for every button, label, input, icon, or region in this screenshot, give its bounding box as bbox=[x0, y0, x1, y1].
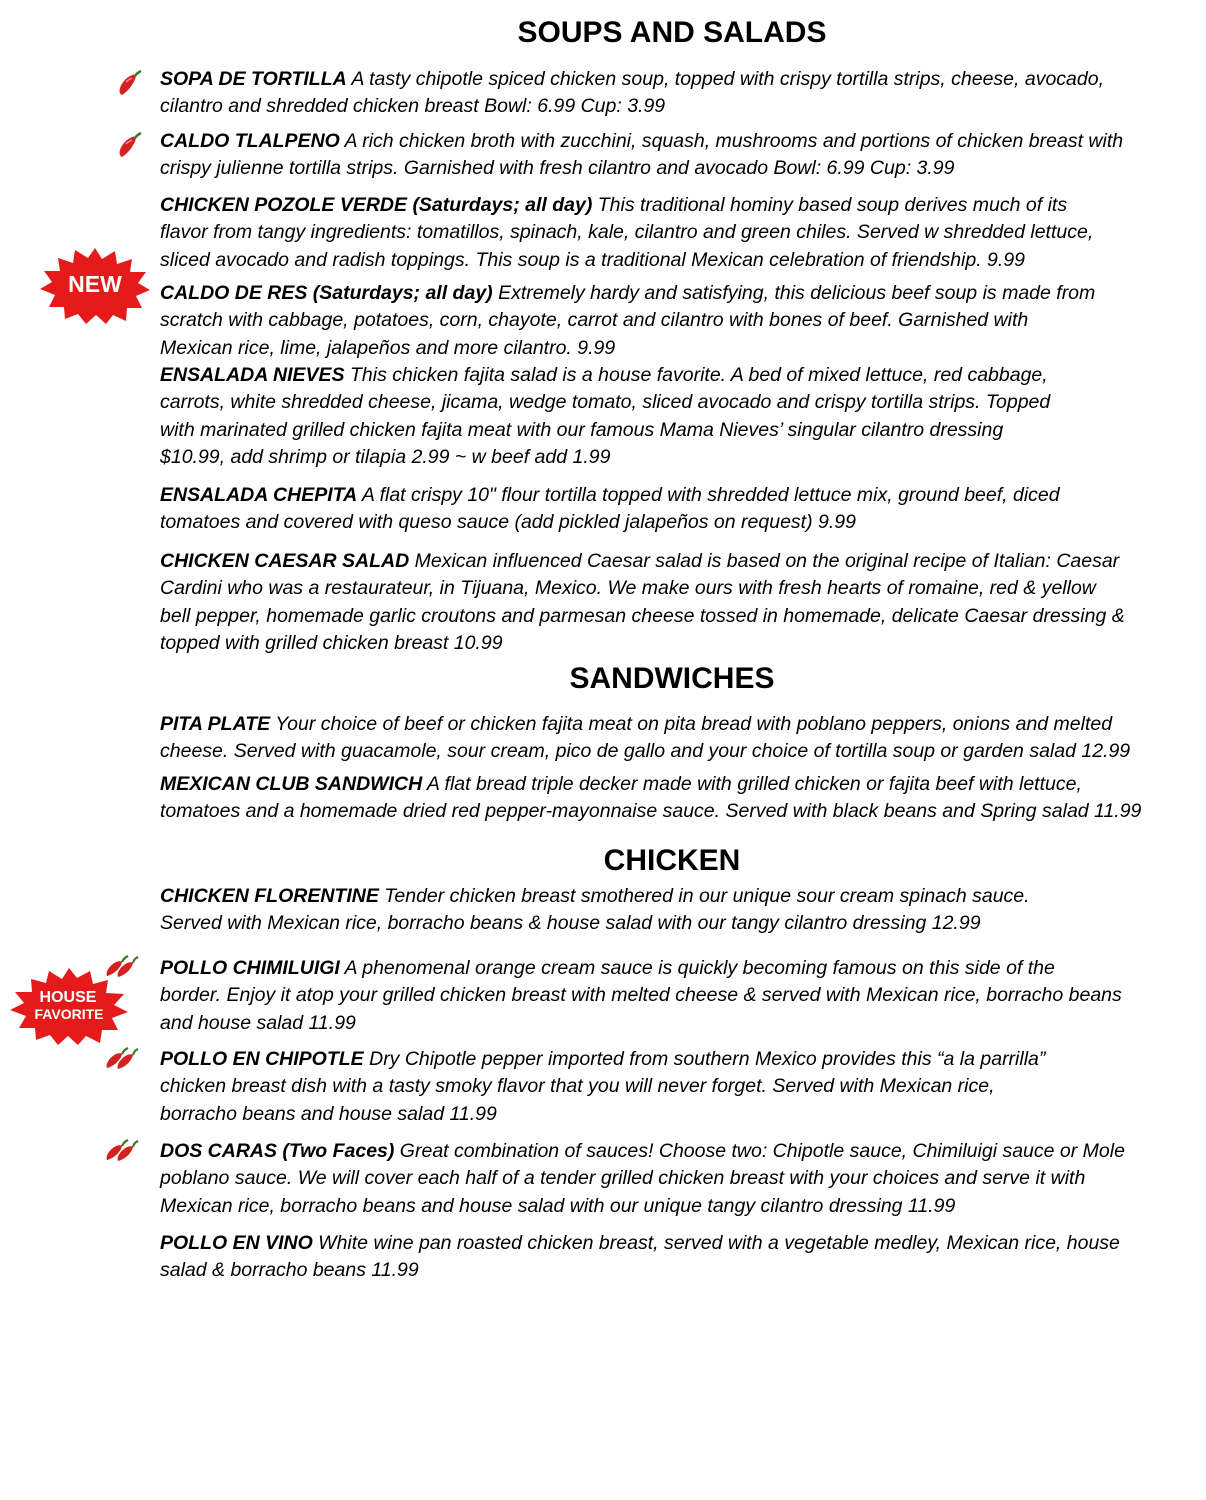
item-name: CHICKEN CAESAR SALAD bbox=[160, 550, 410, 572]
menu-item-chicken-pozole-verde bbox=[160, 192, 1200, 274]
item-name: DOS CARAS (Two Faces) bbox=[160, 1140, 395, 1162]
double-pepper-icon bbox=[103, 1136, 139, 1166]
new-badge-text: NEW bbox=[68, 271, 122, 297]
item-name: ENSALADA NIEVES bbox=[160, 364, 345, 386]
menu-item-caldo-tlalpeno bbox=[160, 128, 1200, 183]
item-description: A tasty chipotle spiced chicken soup, topped with crispy tortilla strips, cheese, avocado, cilantro and shredded chicken breast Bowl: 6.99 Cup: 3.99 bbox=[160, 68, 1104, 118]
item-description: Tender chicken breast smothered in our unique sour cream spinach sauce. Served with Mexican rice, borracho beans & house salad with our tangy cilantro dressing 12.99 bbox=[160, 885, 1030, 935]
item-name: ENSALADA CHEPITA bbox=[160, 484, 358, 506]
item-description: This chicken fajita salad is a house favorite. A bed of mixed lettuce, red cabbage, carrots, white shredded cheese, jicama, wedge tomato, sliced avocado and crispy tortilla strips. Topped with marinated grilled chicken fajita meat with our famous Mama Nieves’ singular cilantro dressing $10.99, add shrimp or tilapia 2.99 ~ w beef add 1.99 bbox=[160, 364, 1051, 469]
item-description: Mexican influenced Caesar salad is based on the original recipe of Italian: Caesar Cardini who was a restaurateur, in Tijuana, Mexico. We make ours with fresh hearts of romaine, red & yellow bell pepper, homemade garlic croutons and parmesan cheese tossed in homemade, delicate Caesar dressing & topped with grilled chicken breast 10.99 bbox=[160, 550, 1125, 655]
menu-item-pollo-en-chipotle bbox=[160, 1046, 1200, 1128]
menu-item-mexican-club-sandwich bbox=[160, 771, 1206, 826]
item-description: A flat bread triple decker made with grilled chicken or fajita beef with lettuce, tomatoes and a homemade dried red pepper-mayonnaise sauce. Served with black beans and Spring salad 11.99 bbox=[160, 773, 1142, 823]
menu-item-sopa-de-tortilla bbox=[160, 66, 1200, 121]
menu-item-pollo-chimiluigi bbox=[160, 955, 1200, 1037]
item-name: CALDO TLALPENO bbox=[160, 130, 340, 152]
item-name: SOPA DE TORTILLA bbox=[160, 68, 347, 90]
double-pepper-icon bbox=[103, 1044, 139, 1074]
item-description: Dry Chipotle pepper imported from southern Mexico provides this “a la parrilla” chicken breast dish with a tasty smoky flavor that you will never forget. Served with Mexican rice, borracho beans and house salad 11.99 bbox=[160, 1048, 1046, 1125]
item-name: PITA PLATE bbox=[160, 713, 271, 735]
item-description: This traditional hominy based soup derives much of its flavor from tangy ingredients: tomatillos, spinach, kale, cilantro and green chiles. Served w shredded lettuce, sliced avocado and radish toppings. This soup is a traditional Mexican celebration of friendship. 9.99 bbox=[160, 194, 1094, 271]
menu-item-ensalada-chepita bbox=[160, 482, 1200, 537]
single-pepper-icon bbox=[112, 68, 146, 98]
item-description: Extremely hardy and satisfying, this delicious beef soup is made from scratch with cabbage, potatoes, corn, chayote, carrot and cilantro with bones of beef. Garnished with Mexican rice, lime, jalapeños and more cilantro. 9.99 bbox=[160, 282, 1096, 359]
menu-item-pita-plate bbox=[160, 711, 1200, 766]
new-badge-icon bbox=[38, 246, 152, 324]
menu-item-dos-caras bbox=[160, 1138, 1200, 1220]
item-name: POLLO CHIMILUIGI bbox=[160, 957, 340, 979]
item-name: CHICKEN POZOLE VERDE (Saturdays; all day) bbox=[160, 194, 593, 216]
item-name: MEXICAN CLUB SANDWICH bbox=[160, 773, 423, 795]
item-name: POLLO EN CHIPOTLE bbox=[160, 1048, 364, 1070]
house-favorite-badge-line2: FAVORITE bbox=[34, 1006, 104, 1022]
item-description: Your choice of beef or chicken fajita meat on pita bread with poblano peppers, onions and melted cheese. Served with guacamole, sour cream, pico de gallo and your choice of tortilla soup or garden salad 12.99 bbox=[160, 713, 1131, 763]
section-title-soups-salads: SOUPS AND SALADS bbox=[517, 16, 827, 49]
item-description: A flat crispy 10" flour tortilla topped with shredded lettuce mix, ground beef, diced tomatoes and covered with queso sauce (add pickled jalapeños on request) 9.99 bbox=[160, 484, 1060, 534]
double-pepper-icon bbox=[103, 952, 139, 982]
section-title-chicken: CHICKEN bbox=[603, 844, 741, 877]
item-name: CHICKEN FLORENTINE bbox=[160, 885, 379, 907]
single-pepper-icon bbox=[112, 130, 146, 160]
item-description: Great combination of sauces! Choose two: Chipotle sauce, Chimiluigi sauce or Mole poblano sauce. We will cover each half of a tender grilled chicken breast with your choices and serve it with Mexican rice, borracho beans and house salad with our unique tangy cilantro dressing 11.99 bbox=[160, 1140, 1125, 1217]
menu-item-chicken-caesar-salad bbox=[160, 548, 1200, 658]
menu-item-chicken-florentine bbox=[160, 883, 1200, 938]
menu-item-caldo-de-res bbox=[160, 280, 1200, 362]
item-description: White wine pan roasted chicken breast, served with a vegetable medley, Mexican rice, house salad & borracho beans 11.99 bbox=[160, 1232, 1120, 1282]
item-name: CALDO DE RES (Saturdays; all day) bbox=[160, 282, 493, 304]
menu-item-pollo-en-vino bbox=[160, 1230, 1200, 1285]
house-favorite-badge-line1: HOUSE bbox=[39, 989, 97, 1006]
menu-item-ensalada-nieves bbox=[160, 362, 1200, 472]
item-description: A phenomenal orange cream sauce is quickly becoming famous on this side of the border. Enjoy it atop your grilled chicken breast with melted cheese & served with Mexican rice, borracho beans and house salad 11.99 bbox=[160, 957, 1122, 1034]
item-name: POLLO EN VINO bbox=[160, 1232, 313, 1254]
item-description: A rich chicken broth with zucchini, squash, mushrooms and portions of chicken breast with crispy julienne tortilla strips. Garnished with fresh cilantro and avocado Bowl: 6.99 Cup: 3.99 bbox=[160, 130, 1124, 180]
section-title-sandwiches: SANDWICHES bbox=[569, 662, 775, 695]
